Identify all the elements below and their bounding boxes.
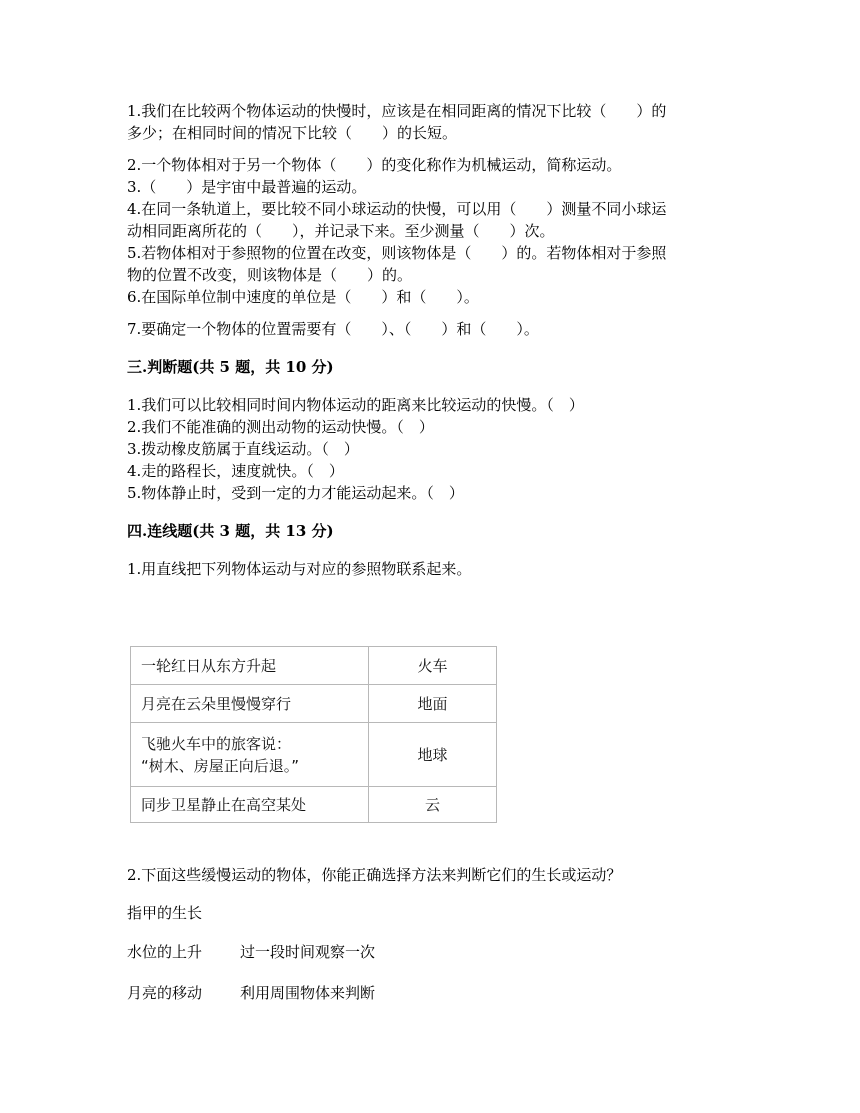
judgement-item: 1.我们可以比较相同时间内物体运动的距离来比较运动的快慢。（ ） [127, 396, 584, 414]
fill-q3: 3.（ ）是宇宙中最普遍的运动。 [127, 178, 367, 196]
fill-q2: 2.一个物体相对于另一个物体（ ）的变化称作为机械运动，简称运动。 [127, 156, 622, 174]
table-cell-motion-line2: “树木、房屋正向后退。” [141, 756, 300, 775]
table-cell-reference: 云 [369, 787, 497, 823]
judgement-item: 5.物体静止时，受到一定的力才能运动起来。（ ） [127, 484, 464, 502]
table-cell-motion-line1: 飞驰火车中的旅客说： [141, 734, 292, 753]
table-cell-motion: 一轮红日从东方升起 [131, 647, 369, 685]
growth-item: 月亮的移动 [127, 984, 203, 1002]
judgement-item: 2.我们不能准确的测出动物的运动快慢。（ ） [127, 418, 434, 436]
fill-q6: 6.在国际单位制中速度的单位是（ ）和（ ）。 [127, 288, 479, 306]
method-option: 利用周围物体来判断 [240, 984, 376, 1002]
fill-q5-line1: 5.若物体相对于参照物的位置在改变，则该物体是（ ）的。若物体相对于参照 [127, 244, 667, 262]
table-cell-motion: 月亮在云朵里慢慢穿行 [131, 685, 369, 723]
judgement-item: 3.拨动橡皮筋属于直线运动。（ ） [127, 440, 359, 458]
growth-item: 指甲的生长 [127, 904, 203, 922]
table-cell-motion: 同步卫星静止在高空某处 [131, 787, 369, 823]
fill-q7: 7.要确定一个物体的位置需要有（ ）、（ ）和（ ）。 [127, 320, 539, 338]
fill-q4-line2: 动相同距离所花的（ ），并记录下来。至少测量（ ）次。 [127, 222, 555, 240]
matching-q2: 2.下面这些缓慢运动的物体，你能正确选择方法来判断它们的生长或运动？ [127, 866, 622, 884]
growth-item: 水位的上升 [127, 943, 203, 961]
page-content [127, 100, 727, 580]
table-cell-motion [131, 723, 369, 787]
table-cell-reference: 地球 [369, 723, 497, 787]
table-cell-reference: 地面 [369, 685, 497, 723]
judgement-heading: 三.判断题(共 5 题，共 10 分) [127, 358, 334, 376]
matching-heading: 四.连线题(共 3 题，共 13 分) [127, 522, 334, 540]
fill-q1-line1: 1.我们在比较两个物体运动的快慢时，应该是在相同距离的情况下比较（ ）的 [127, 102, 667, 120]
method-option: 过一段时间观察一次 [240, 943, 376, 961]
fill-q4-line1: 4.在同一条轨道上，要比较不同小球运动的快慢，可以用（ ）测量不同小球运 [127, 200, 667, 218]
matching-q1: 1.用直线把下列物体运动与对应的参照物联系起来。 [127, 560, 472, 578]
fill-q1-line2: 多少；在相同时间的情况下比较（ ）的长短。 [127, 124, 458, 142]
matching-table [130, 646, 497, 823]
table-cell-reference: 火车 [369, 647, 497, 685]
judgement-item: 4.走的路程长，速度就快。（ ） [127, 462, 344, 480]
fill-q5-line2: 物的位置不改变，则该物体是（ ）的。 [127, 266, 413, 284]
